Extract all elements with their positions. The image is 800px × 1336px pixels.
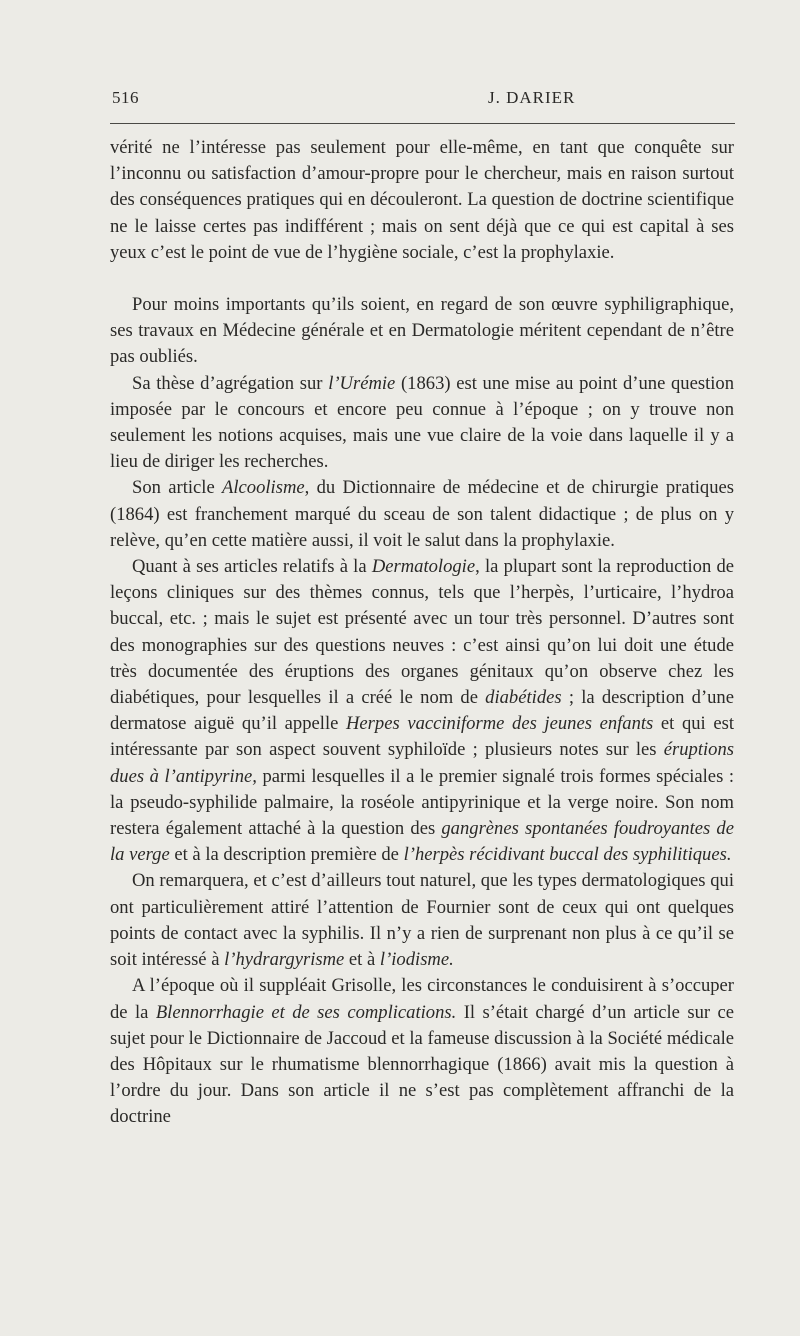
paragraph	[110, 135, 734, 266]
page-number: 516	[112, 88, 139, 107]
text-run: A l’époque où il suppléait Grisolle, les circonstances le conduisirent à s’occuper de la	[110, 975, 734, 1023]
text-run: et à la description première de	[169, 844, 404, 866]
paragraph	[110, 371, 734, 476]
italic-run: l’iodisme.	[379, 949, 454, 971]
paragraph	[110, 973, 734, 1130]
text-run: vérité ne l’intéresse pas seulement pour elle-même, en tant que conquête sur l’inconnu ou satisfaction d’amour-propre pour le chercheur, mais en raison surtout des conséquences pratiques qui en découleront. La question de doctrine scientifique ne le laisse certes pas indifférent ; mais on sent déjà que ce qui est capital à ses yeux c’est le point de vue de l’hygiène sociale, c’est la prophylaxie.	[110, 137, 734, 263]
text-run: Son article	[132, 477, 223, 499]
body-text	[110, 135, 734, 1131]
text-run: et qui est intéressante par son aspect souvent syphiloïde ; plusieurs notes sur les	[110, 713, 735, 761]
italic-run: l’herpès récidivant buccal des syphilitiques.	[403, 844, 732, 866]
italic-run: l’hydrargyrisme	[224, 949, 345, 971]
italic-run: diabétides	[485, 687, 562, 709]
paragraph	[110, 475, 734, 554]
text-run: On remarquera, et c’est d’ailleurs tout naturel, que les types dermatologiques qui ont particulièrement attiré l’attention de Fournier sont de ceux qui ont quelques points de contact avec la syphilis. Il n’y a rien de surprenant non plus à ce qu’il se soit intéressé à	[110, 870, 734, 971]
text-run: Il s’était chargé d’un article sur ce sujet pour le Dictionnaire de Jaccoud et la fameuse discussion à la Société médicale des Hôpitaux sur le rhumatisme blennorrhagique (1866) avait mis la question à l’ordre du jour. Dans son article il ne s’est pas complètement affranchi de la doctrine	[110, 1001, 735, 1128]
text-run: (1863) est une mise au point d’une question imposée par le concours et encore peu connue à l’époque ; on y trouve non seulement les notions acquises, mais une vue claire de la voie dans laquelle il y a lieu de diriger les recherches.	[110, 372, 735, 473]
text-run: Pour moins importants qu’ils soient, en regard de son œuvre syphiligraphique, ses travaux en Médecine générale et en Dermatologie méritent cependant de n’être pas oubliés.	[110, 294, 734, 368]
header-rule	[110, 123, 735, 124]
italic-run: éruptions dues à l’antipyrine,	[110, 739, 734, 787]
paragraph	[110, 292, 734, 371]
italic-run: l’Urémie	[328, 372, 396, 394]
italic-run: Herpes vacciniforme des jeunes enfants	[346, 713, 654, 735]
paragraph	[110, 554, 734, 868]
text-run: ; la description d’une dermatose aiguë qu’il appelle	[110, 687, 734, 735]
text-run: et à	[344, 949, 380, 971]
italic-run: Alcoolisme	[222, 477, 305, 499]
text-run: , la plupart sont la reproduction de leçons cliniques sur des thèmes connus, tels que l’herpès, l’urticaire, l’hydroa buccal, etc. ; mais le sujet est présenté avec un tour très personnel. D’autres sont des monographies sur des questions neuves : c’est ainsi qu’on lui doit une étude très documentée des éruptions des organes génitaux qu’on observe chez les diabétiques, pour lesquelles il a créé le nom de	[110, 556, 735, 709]
running-title: J. DARIER	[488, 88, 576, 107]
italic-run: Dermatologie	[371, 556, 476, 578]
text-run: Sa thèse d’agrégation sur	[132, 372, 329, 394]
text-run: , du Dictionnaire de médecine et de chirurgie pratiques (1864) est franchement marqué du sceau de son talent didactique ; de plus on y relève, qu’en cette matière aussi, il voit le salut dans la prophylaxie.	[110, 477, 734, 551]
italic-run: Blennorrhagie et de ses complications.	[155, 1001, 457, 1023]
text-run: Quant à ses articles relatifs à la	[132, 556, 372, 578]
italic-run: gangrènes spontanées foudroyantes de la verge	[110, 818, 734, 866]
paragraph	[110, 868, 734, 973]
text-run: parmi lesquelles il a le premier signalé trois formes spéciales : la pseudo-syphilide palmaire, la roséole antipyrinique et la verge noire. Son nom restera également attaché à la question des	[110, 765, 735, 840]
page-header	[110, 88, 735, 112]
